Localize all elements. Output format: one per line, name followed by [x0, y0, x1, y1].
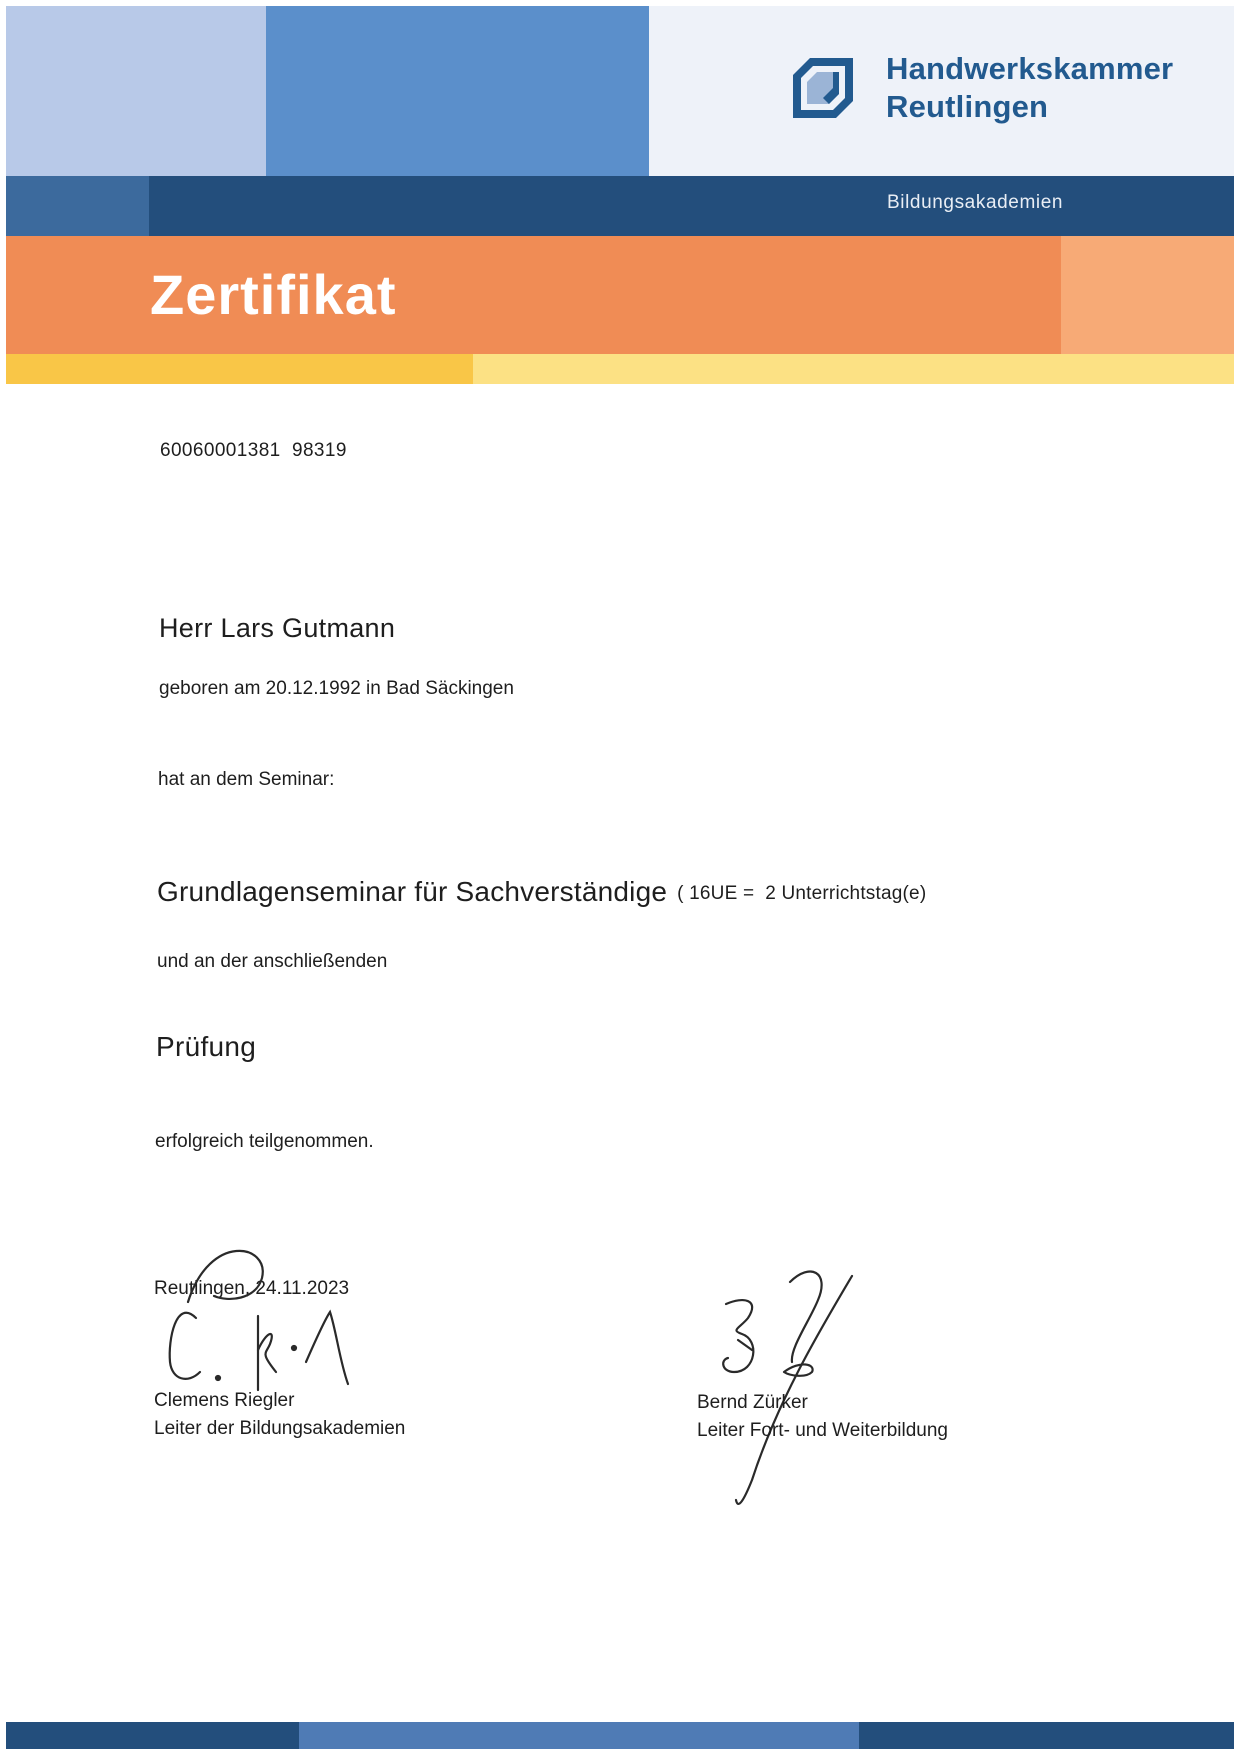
seminar-title: Grundlagenseminar für Sachverständige [157, 876, 668, 907]
organization-name-line2: Reutlingen [886, 89, 1049, 124]
accent-band-yellow-light [473, 354, 1234, 384]
certificate-number: 60060001381 98319 [160, 440, 347, 461]
seminar-duration: ( 16UE = 2 Unterrichtstag(e) [677, 883, 927, 904]
title-band-orange-light [1061, 236, 1234, 354]
header-band-navy-left [6, 176, 149, 236]
place-date: Reutlingen, 24.11.2023 [154, 1278, 350, 1299]
footer-band-navy-right [859, 1722, 1234, 1749]
seminar-line [157, 876, 926, 908]
outro-text: erfolgreich teilgenommen. [155, 1131, 374, 1152]
academy-label: Bildungsakademien [887, 192, 1064, 213]
header-band-blue [266, 6, 649, 176]
exam-title: Prüfung [156, 1031, 257, 1062]
footer-band-blue [299, 1722, 859, 1749]
recipient-name: Herr Lars Gutmann [159, 613, 396, 643]
connector-text: und an der anschließenden [157, 951, 388, 972]
header-band-light-blue [6, 6, 266, 176]
footer-band-navy-left [6, 1722, 299, 1749]
document-title: Zertifikat [150, 263, 397, 326]
signer-right-name: Bernd Zürker [697, 1392, 808, 1413]
intro-text: hat an dem Seminar: [158, 769, 335, 790]
chamber-logo-icon [793, 58, 853, 118]
signer-right-role: Leiter Fort- und Weiterbildung [697, 1420, 948, 1441]
header-band-navy [149, 176, 1234, 236]
signer-left-name: Clemens Riegler [154, 1390, 295, 1411]
signature-left-icon [170, 1251, 348, 1390]
organization-name [886, 50, 1173, 126]
signature-right-icon [723, 1272, 852, 1504]
signer-left-role: Leiter der Bildungsakademien [154, 1418, 406, 1439]
organization-name-line1: Handwerkskammer [886, 51, 1174, 86]
accent-band-yellow [6, 354, 473, 384]
birth-line: geboren am 20.12.1992 in Bad Säckingen [159, 678, 514, 699]
